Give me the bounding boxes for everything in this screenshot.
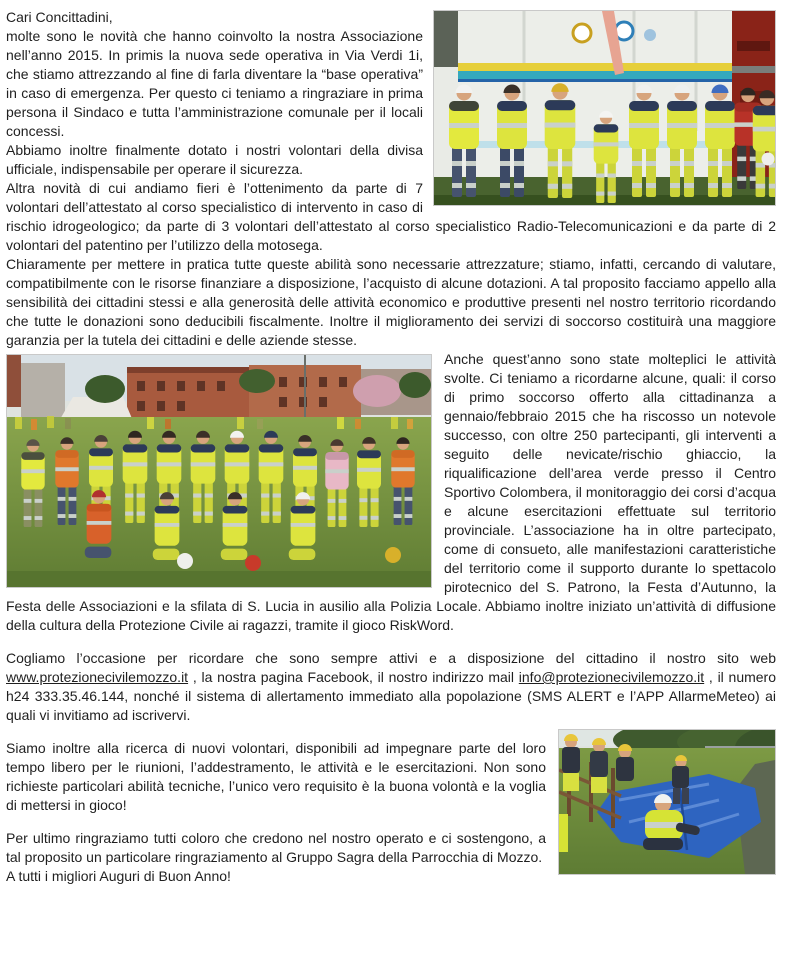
contact-text-after-mail: , il numero h24 333.35.46.144, nonché il sistema di allertamento immediato alla popolazione (SMS ALERT e l’APP AllarmeMeteo) ai quali vi invitiamo ad iscrivervi. (6, 669, 776, 723)
email-link[interactable]: info@protezionecivilemozzo.it (518, 669, 705, 685)
paragraph-contacts (6, 649, 776, 725)
photo-riverbank-exercise (558, 729, 776, 875)
paragraph-training-certificates: Altra novità di cui andiamo fieri è l’ottenimento da parte di 7 volontari dell’attestato al corso specialistico di intervento in caso di rischio idrogeologico; da parte di 3 volontari dell’attestato al corso specialistico Radio-Telecomunicazioni e da parte di 2 volontari del patentino per l’utilizzo della motosega. (6, 180, 776, 253)
letter-salutation: Cari Concittadini, (6, 9, 113, 25)
paragraph-equipment-donations: Chiaramente per mettere in pratica tutte queste abilità sono necessarie attrezzature; stiamo, infatti, cercando di valutare, compatibilmente con le risorse finanziare a disposizione, l’acquisto di alcune dotazioni. A tal proposito facciamo appello alla sensibilità dei cittadini stessi e alla generosità delle attività economico e produttive presenti nel nostro territorio ricordando che tutte le donazioni sono deducibili fiscalmente. Inoltre il miglioramento dei servizi di soccorso costituirà una maggiore garanzia per la tutela dei cittadini e delle aziende stesse. (6, 256, 776, 348)
contact-text-before-web: Cogliamo l’occasione per ricordare che sono sempre attivi e a disposizione del cittadino il nostro sito web (6, 650, 776, 666)
website-link[interactable]: www.protezionecivilemozzo.it (6, 669, 189, 685)
photo-volunteers-truck (433, 10, 776, 206)
paragraph-new-headquarters: molte sono le novità che hanno coinvolto la nostra Associazione nell’anno 2015. In primis la nuova sede operativa in Via Verdi 1i, che stiamo attrezzando al fine di farla diventare la “base operativa” in caso di emergenza. Per questo ci teniamo a ringraziare in prima persona il Sindaco e tutta l’amministrazione comunale per il locali concessi. (6, 28, 423, 139)
paragraph-uniforms: Abbiamo inoltre finalmente dotato i nostri volontari della divisa ufficiale, indispensabile per operare il sicurezza. (6, 142, 423, 177)
paragraph-activities-2015: Anche quest’anno sono state molteplici le attività svolte. Ci teniamo a ricordarne alcune, quali: il corso di primo soccorso offerto alla cittadinanza a gennaio/febbraio 2015 che ha riscosso un notevole successo, con oltre 250 partecipanti, gli interventi a seguito delle nevicate/rischio ghiaccio, la riqualificazione dell’area verde presso il Centro Sportivo Colombera, il monitoraggio dei corsi d’acqua e alcune esercitazioni effettuate sul territorio provinciale. L’associazione ha in oltre partecipato, come di consueto, alle manifestazioni caratteristiche del territorio come il supporto durante lo spettacolo pirotecnico del S. Patrono, la Festa d’Autunno, la Festa delle Associazioni e la sfilata di S. Lucia in ausilio alla Polizia Locale. Abbiamo inoltre iniziato un’attività di diffusione della cultura della Protezione Civile ai ragazzi, tramite il gioco RiskWord. (6, 351, 776, 633)
paragraph-volunteer-recruitment: Siamo inoltre alla ricerca di nuovi volontari, disponibili ad impegnare parte del loro tempo libero per le riunioni, l’addestramento, le attività e le esercitazioni. Non sono richieste particolari abilità tecniche, l’unico vero requisito è la buona volontà e la voglia di mettersi in gioco! (6, 740, 546, 813)
paragraph-new-year-wishes: A tutti i migliori Auguri di Buon Anno! (6, 868, 231, 884)
photo-group-field (6, 354, 432, 588)
paragraph-thanks: Per ultimo ringraziamo tutti coloro che credono nel nostro operato e ci sostengono, a tal proposito un particolare ringraziamento al Gruppo Sagra della Parrocchia di Mozzo. (6, 830, 546, 865)
contact-text-between-links: , la nostra pagina Facebook, il nostro indirizzo mail (188, 669, 519, 685)
